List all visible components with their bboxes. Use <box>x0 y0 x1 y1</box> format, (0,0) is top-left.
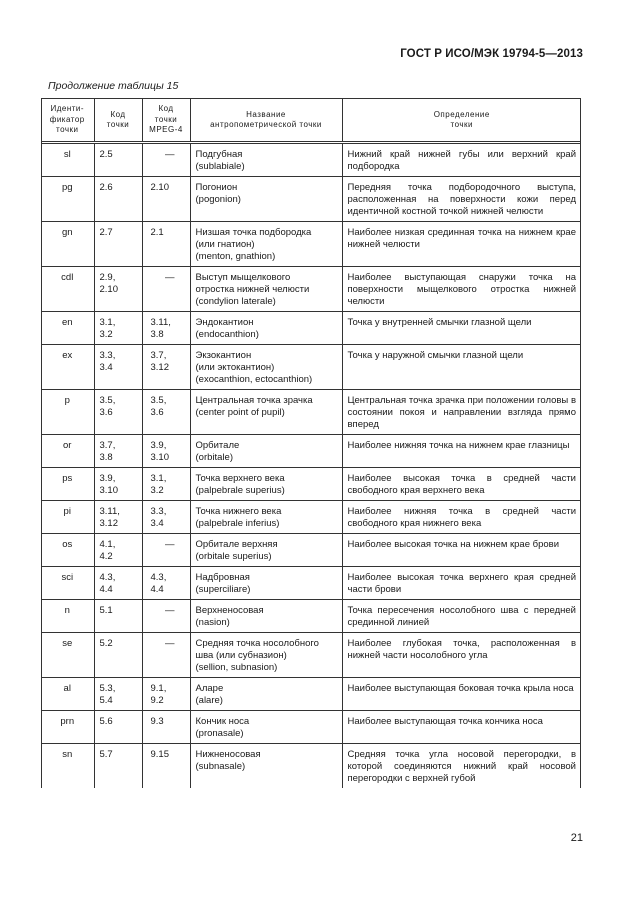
cell-code <box>94 222 142 267</box>
cell-text-line: Экзокантион <box>195 350 252 361</box>
cell-name <box>190 468 342 501</box>
table-row <box>41 633 581 678</box>
cell-text-line: 3.8 <box>99 452 113 463</box>
cell-definition: Наиболее высокая точка в средней части свободного края верхнего века <box>342 468 581 501</box>
cell-code <box>94 143 142 177</box>
cell-text-line: 3.9, <box>99 473 116 484</box>
cell-text-line: — <box>165 638 175 649</box>
header-mpeg4-code <box>142 99 190 143</box>
cell-mpeg4-code <box>142 633 190 678</box>
cell-text-line: 2.9, <box>99 272 116 283</box>
cell-text-line: (sellion, subnasion) <box>195 662 278 673</box>
cell-definition: Наиболее выступающая снаружи точка на поверхности мыщелкового отростка нижней челюсти <box>342 267 581 312</box>
cell-text-line: Средняя точка носолобного <box>195 638 319 649</box>
header-text-line: Название <box>246 109 286 119</box>
page-number: 21 <box>570 832 583 844</box>
cell-name <box>190 744 342 789</box>
cell-identifier: pg <box>41 177 94 222</box>
table-row <box>41 345 581 390</box>
cell-text-line: Кончик носа <box>195 716 250 727</box>
cell-text-line: 5.1 <box>99 605 113 616</box>
table-row <box>41 501 581 534</box>
cell-text-line: (nasion) <box>195 617 230 628</box>
cell-text-line: (pronasale) <box>195 728 244 739</box>
cell-definition: Точка у внутренней смычки глазной щели <box>342 312 581 345</box>
cell-name <box>190 534 342 567</box>
cell-text-line: 3.8 <box>150 329 164 340</box>
cell-code <box>94 600 142 633</box>
cell-mpeg4-code <box>142 534 190 567</box>
cell-text-line: 3.4 <box>150 518 164 529</box>
cell-mpeg4-code <box>142 143 190 177</box>
cell-text-line: — <box>165 149 175 160</box>
cell-identifier: gn <box>41 222 94 267</box>
cell-mpeg4-code <box>142 678 190 711</box>
cell-text-line: 4.3, <box>150 572 167 583</box>
cell-text-line: 3.2 <box>150 485 164 496</box>
anthropometric-points-table-wrapper <box>41 98 581 788</box>
table-row <box>41 177 581 222</box>
cell-text-line: (superciliare) <box>195 584 251 595</box>
cell-code <box>94 435 142 468</box>
cell-identifier: sl <box>41 143 94 177</box>
header-definition <box>342 99 581 143</box>
cell-text-line: 4.1, <box>99 539 116 550</box>
cell-code <box>94 390 142 435</box>
cell-text-line: Эндокантион <box>195 317 254 328</box>
cell-text-line: 3.12 <box>150 362 169 373</box>
cell-text-line: 3.5, <box>150 395 167 406</box>
cell-text-line: Орбитале верхняя <box>195 539 278 550</box>
document-header: ГОСТ Р ИСО/МЭК 19794-5—2013 <box>400 48 583 60</box>
header-text-line: точки <box>450 120 473 129</box>
cell-text-line: Верхненосовая <box>195 605 264 616</box>
cell-text-line: 3.11, <box>99 506 120 517</box>
cell-mpeg4-code <box>142 345 190 390</box>
header-text-line: фикатор <box>49 114 85 124</box>
cell-definition: Наиболее нижняя точка в средней части свободного края нижнего века <box>342 501 581 534</box>
cell-text-line: 3.6 <box>150 407 164 418</box>
cell-text-line: (exocanthion, ectocanthion) <box>195 374 313 385</box>
cell-identifier: al <box>41 678 94 711</box>
cell-name <box>190 567 342 600</box>
cell-text-line: — <box>165 539 175 550</box>
cell-code <box>94 468 142 501</box>
cell-identifier: or <box>41 435 94 468</box>
cell-text-line: 4.4 <box>99 584 113 595</box>
cell-text-line: Орбитале <box>195 440 240 451</box>
cell-text-line: 3.6 <box>99 407 113 418</box>
cell-text-line: 3.10 <box>150 452 169 463</box>
cell-text-line: 3.2 <box>99 329 113 340</box>
cell-definition: Передняя точка подбородочного выступа, расположенная на поверхности кожи перед идентичной костной точкой нижней челюсти <box>342 177 581 222</box>
cell-definition: Средняя точка угла носовой перегородки, в которой соединяются нижний край носовой перегородки с верхней губой <box>342 744 581 789</box>
header-text-line: Код <box>158 104 174 114</box>
cell-name <box>190 633 342 678</box>
table-row <box>41 390 581 435</box>
cell-text-line: 5.4 <box>99 695 113 706</box>
header-text-line: точки <box>106 120 130 129</box>
anthropometric-points-table <box>41 98 581 788</box>
cell-definition: Наиболее глубокая точка, расположенная в нижней части носолобного угла <box>342 633 581 678</box>
cell-text-line: (palpebrale inferius) <box>195 518 280 529</box>
cell-mpeg4-code <box>142 267 190 312</box>
cell-identifier: se <box>41 633 94 678</box>
cell-name <box>190 345 342 390</box>
cell-text-line: (или эктокантион) <box>195 362 275 373</box>
cell-text-line: Точка верхнего века <box>195 473 285 484</box>
table-head <box>41 99 581 143</box>
cell-text-line: 9.1, <box>150 683 167 694</box>
cell-text-line: (endocanthion) <box>195 329 259 340</box>
cell-definition: Нижний край нижней губы или верхний край подбородка <box>342 143 581 177</box>
cell-text-line: (orbitale) <box>195 452 233 463</box>
cell-code <box>94 534 142 567</box>
cell-text-line: (pogonion) <box>195 194 241 205</box>
table-body <box>41 143 581 789</box>
cell-text-line: (menton, gnathion) <box>195 251 276 262</box>
table-row <box>41 222 581 267</box>
cell-mpeg4-code <box>142 312 190 345</box>
cell-definition: Центральная точка зрачка при положении головы в состоянии покоя и направлении взгляда прямо вперед <box>342 390 581 435</box>
table-row <box>41 267 581 312</box>
cell-name <box>190 600 342 633</box>
cell-mpeg4-code <box>142 390 190 435</box>
cell-text-line: 9.2 <box>150 695 164 706</box>
table-row <box>41 468 581 501</box>
cell-text-line: Аларе <box>195 683 224 694</box>
table-row <box>41 567 581 600</box>
cell-text-line: — <box>165 605 175 616</box>
table-row <box>41 678 581 711</box>
cell-text-line: (orbitale superius) <box>195 551 272 562</box>
cell-text-line: Погонион <box>195 182 238 193</box>
cell-mpeg4-code <box>142 468 190 501</box>
cell-text-line: 4.4 <box>150 584 164 595</box>
cell-identifier: cdl <box>41 267 94 312</box>
cell-identifier: p <box>41 390 94 435</box>
cell-text-line: (или гнатион) <box>195 239 255 250</box>
cell-text-line: (sublabiale) <box>195 161 245 172</box>
cell-code <box>94 177 142 222</box>
cell-text-line: (center point of pupil) <box>195 407 285 418</box>
cell-name <box>190 390 342 435</box>
cell-definition: Наиболее высокая точка на нижнем крае брови <box>342 534 581 567</box>
cell-code <box>94 711 142 744</box>
cell-code <box>94 345 142 390</box>
header-identifier <box>41 99 94 143</box>
cell-identifier: n <box>41 600 94 633</box>
cell-text-line: Точка нижнего века <box>195 506 282 517</box>
cell-text-line: 3.11, <box>150 317 171 328</box>
cell-text-line: — <box>165 272 175 283</box>
cell-name <box>190 435 342 468</box>
cell-identifier: os <box>41 534 94 567</box>
cell-text-line: 2.10 <box>99 284 118 295</box>
cell-text-line: (subnasale) <box>195 761 246 772</box>
cell-name <box>190 312 342 345</box>
header-text-line: Определение <box>433 109 490 119</box>
header-text-line: Иденти- <box>50 104 85 114</box>
cell-text-line: 5.2 <box>99 638 113 649</box>
cell-code <box>94 633 142 678</box>
cell-identifier: sci <box>41 567 94 600</box>
cell-identifier: sn <box>41 744 94 789</box>
table-caption: Продолжение таблицы 15 <box>48 80 179 92</box>
cell-text-line: (palpebrale superius) <box>195 485 285 496</box>
cell-text-line: 9.15 <box>150 749 169 760</box>
cell-code <box>94 567 142 600</box>
cell-text-line: 3.1, <box>99 317 116 328</box>
cell-text-line: 3.4 <box>99 362 113 373</box>
cell-text-line: 5.6 <box>99 716 113 727</box>
cell-name <box>190 501 342 534</box>
cell-text-line: 9.3 <box>150 716 164 727</box>
cell-text-line: 3.3, <box>150 506 167 517</box>
cell-mpeg4-code <box>142 177 190 222</box>
cell-name <box>190 143 342 177</box>
cell-text-line: 3.10 <box>99 485 118 496</box>
cell-mpeg4-code <box>142 501 190 534</box>
cell-text-line: Надбровная <box>195 572 250 583</box>
cell-name <box>190 222 342 267</box>
cell-mpeg4-code <box>142 435 190 468</box>
cell-name <box>190 711 342 744</box>
cell-code <box>94 678 142 711</box>
cell-text-line: 2.5 <box>99 149 113 160</box>
cell-text-line: 2.1 <box>150 227 164 238</box>
cell-text-line: 3.3, <box>99 350 116 361</box>
table-left-border <box>41 98 42 788</box>
cell-identifier: ps <box>41 468 94 501</box>
cell-mpeg4-code <box>142 567 190 600</box>
cell-text-line: шва (или субназион) <box>195 650 287 661</box>
table-row <box>41 435 581 468</box>
cell-identifier: en <box>41 312 94 345</box>
cell-text-line: Низшая точка подбородка <box>195 227 312 238</box>
cell-text-line: 3.1, <box>150 473 167 484</box>
cell-code <box>94 312 142 345</box>
cell-definition: Наиболее низкая срединная точка на нижнем крае нижней челюсти <box>342 222 581 267</box>
cell-text-line: Центральная точка зрачка <box>195 395 313 406</box>
cell-mpeg4-code <box>142 744 190 789</box>
cell-text-line: 3.7, <box>99 440 116 451</box>
cell-text-line: 4.3, <box>99 572 116 583</box>
cell-text-line: 2.10 <box>150 182 169 193</box>
cell-text-line: (condylion laterale) <box>195 296 276 307</box>
header-text-line: точки <box>154 114 178 124</box>
cell-code <box>94 267 142 312</box>
cell-text-line: (alare) <box>195 695 223 706</box>
table-row <box>41 312 581 345</box>
cell-mpeg4-code <box>142 222 190 267</box>
cell-text-line: Нижненосовая <box>195 749 261 760</box>
cell-mpeg4-code <box>142 600 190 633</box>
cell-definition: Точка у наружной смычки глазной щели <box>342 345 581 390</box>
header-text-line: антропометрической точки <box>210 120 322 129</box>
cell-text-line: 2.6 <box>99 182 113 193</box>
cell-definition: Наиболее выступающая боковая точка крыла носа <box>342 678 581 711</box>
cell-definition: Точка пересечения носолобного шва с передней срединной линией <box>342 600 581 633</box>
table-header-row <box>41 99 581 143</box>
cell-text-line: 3.9, <box>150 440 167 451</box>
cell-definition: Наиболее высокая точка верхнего края средней части брови <box>342 567 581 600</box>
cell-definition: Наиболее нижняя точка на нижнем крае глазницы <box>342 435 581 468</box>
table-row <box>41 143 581 177</box>
cell-text-line: 3.7, <box>150 350 167 361</box>
table-row <box>41 744 581 789</box>
cell-name <box>190 267 342 312</box>
cell-text-line: 3.12 <box>99 518 118 529</box>
header-text-line: MPEG-4 <box>149 125 183 135</box>
cell-text-line: 2.7 <box>99 227 113 238</box>
table-row <box>41 711 581 744</box>
cell-text-line: 5.7 <box>99 749 113 760</box>
cell-code <box>94 501 142 534</box>
cell-text-line: Подгубная <box>195 149 243 160</box>
cell-identifier: ex <box>41 345 94 390</box>
cell-identifier: pi <box>41 501 94 534</box>
cell-name <box>190 678 342 711</box>
cell-text-line: 3.5, <box>99 395 116 406</box>
header-text-line: Код <box>110 109 126 119</box>
table-row <box>41 534 581 567</box>
table-right-border <box>580 98 581 788</box>
table-row <box>41 600 581 633</box>
cell-text-line: отростка нижней челюсти <box>195 284 310 295</box>
header-code <box>94 99 142 143</box>
cell-text-line: 5.3, <box>99 683 116 694</box>
cell-code <box>94 744 142 789</box>
header-name <box>190 99 342 143</box>
cell-text-line: Выступ мыщелкового <box>195 272 291 283</box>
cell-text-line: 4.2 <box>99 551 113 562</box>
header-text-line: точки <box>56 125 79 135</box>
cell-definition: Наиболее выступающая точка кончика носа <box>342 711 581 744</box>
cell-mpeg4-code <box>142 711 190 744</box>
cell-name <box>190 177 342 222</box>
cell-identifier: prn <box>41 711 94 744</box>
